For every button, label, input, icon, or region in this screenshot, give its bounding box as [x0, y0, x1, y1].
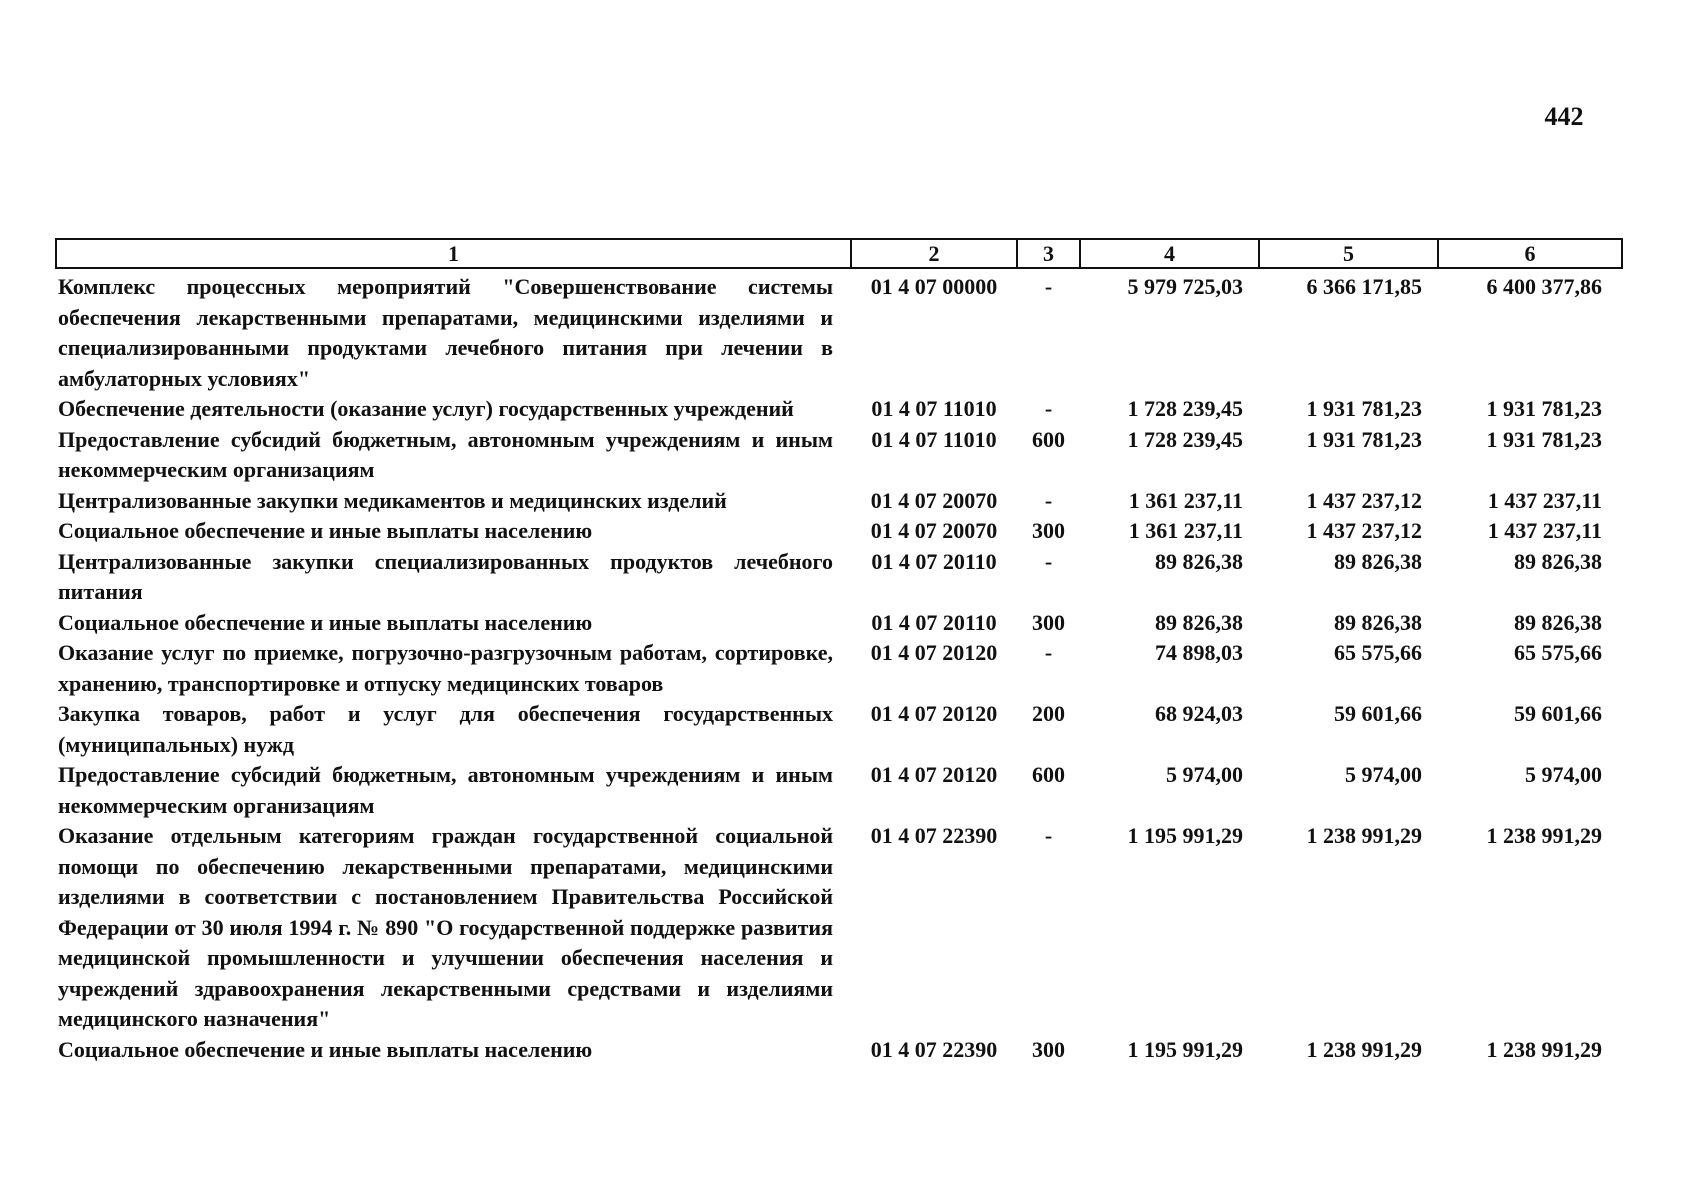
row-expense-type: 300: [1032, 1036, 1065, 1062]
row-expense-type: -: [1044, 640, 1053, 665]
row-value-col5: 1 931 781,23: [1306, 396, 1422, 421]
column-header-3: 3: [1017, 239, 1080, 268]
row-value-col4: 1 361 237,11: [1128, 487, 1243, 513]
row-code: 01 4 07 00000: [870, 274, 998, 299]
row-expense-type: -: [1044, 274, 1053, 299]
row-value-col5: 65 575,66: [1334, 640, 1422, 665]
row-value-col5: 1 437 237,12: [1306, 487, 1422, 513]
row-code: 01 4 07 11010: [871, 426, 997, 452]
row-code: 01 4 07 20070: [870, 518, 998, 543]
row-value-col6: 89 826,38: [1514, 609, 1602, 635]
row-value-col5: 1 931 781,23: [1306, 426, 1422, 452]
row-name: Социальное обеспечение и иные выплаты населению: [58, 1036, 593, 1062]
table-row: [56, 516, 1622, 547]
column-header-1: 1: [56, 239, 851, 268]
row-expense-type: 200: [1032, 701, 1065, 726]
row-value-col4: 5 974,00: [1166, 762, 1243, 787]
row-code: 01 4 07 20110: [871, 548, 997, 574]
row-value-col4: 74 898,03: [1155, 640, 1243, 665]
column-header-4: 4: [1080, 239, 1259, 268]
row-value-col6: 1 238 991,29: [1486, 1036, 1602, 1062]
row-expense-type: -: [1044, 548, 1053, 574]
row-name: Закупка товаров, работ и услуг для обеспечения государственных (муниципальных) нужд: [58, 701, 833, 757]
row-value-col5: 1 437 237,12: [1306, 518, 1422, 543]
row-code: 01 4 07 20120: [870, 701, 998, 726]
table-row: [56, 547, 1622, 608]
row-name: Оказание услуг по приемке, погрузочно-разгрузочным работам, сортировке, хранению, транспортировке и отпуску медицинских товаров: [58, 640, 833, 696]
table-row: [56, 760, 1622, 821]
row-value-col5: 89 826,38: [1334, 609, 1422, 635]
table-row: [56, 608, 1622, 639]
row-name: Оказание отдельным категориям граждан государственной социальной помощи по обеспечению лекарственными препаратами, медицинскими изделиями в соответствии с постановлением Правительства Российской Федерации от 30 июля 1994 г. № 890 "О государственной поддержке развития медицинской промышленности и улучшении обеспечения населения и учреждений здравоохранения лекарственными средствами и изделиями медицинского назначения": [58, 823, 833, 1031]
row-name: Комплекс процессных мероприятий "Совершенствование системы обеспечения лекарственными препаратами, медицинскими изделиями и специализированными продуктами лечебного питания при лечении в амбулаторных условиях": [58, 274, 833, 391]
row-value-col5: 6 366 171,85: [1306, 274, 1422, 299]
row-code: 01 4 07 20120: [870, 762, 998, 787]
row-value-col6: 1 931 781,23: [1486, 426, 1602, 452]
row-expense-type: 600: [1032, 762, 1065, 787]
row-value-col4: 1 728 239,45: [1127, 426, 1243, 452]
row-value-col4: 89 826,38: [1155, 548, 1243, 574]
table-row: [56, 699, 1622, 760]
row-value-col4: 5 979 725,03: [1127, 274, 1243, 299]
row-value-col6: 89 826,38: [1514, 548, 1602, 574]
table-row: [56, 821, 1622, 1035]
page-number: 442: [1544, 102, 1584, 131]
row-code: 01 4 07 20120: [870, 640, 998, 665]
row-value-col5: 1 238 991,29: [1306, 1036, 1422, 1062]
row-name: Предоставление субсидий бюджетным, автономным учреждениям и иным некоммерческим организациям: [58, 426, 833, 482]
row-code: 01 4 07 22390: [870, 823, 998, 848]
row-value-col6: 59 601,66: [1514, 701, 1602, 726]
row-expense-type: 300: [1032, 609, 1065, 635]
row-value-col4: 68 924,03: [1155, 701, 1243, 726]
column-header-2: 2: [851, 239, 1017, 268]
row-value-col5: 59 601,66: [1334, 701, 1422, 726]
row-expense-type: 600: [1032, 426, 1065, 452]
budget-table: [55, 238, 1623, 1065]
row-value-col6: 5 974,00: [1525, 762, 1602, 787]
row-value-col6: 1 238 991,29: [1486, 823, 1602, 848]
row-expense-type: -: [1044, 396, 1053, 421]
row-value-col4: 1 728 239,45: [1127, 396, 1243, 421]
row-name: Предоставление субсидий бюджетным, автономным учреждениям и иным некоммерческим организациям: [58, 762, 833, 818]
column-header-5: 5: [1259, 239, 1438, 268]
row-name: Обеспечение деятельности (оказание услуг) государственных учреждений: [58, 396, 794, 421]
row-name: Социальное обеспечение и иные выплаты населению: [58, 609, 593, 635]
table-header-row: [56, 239, 1622, 268]
table-row: [56, 638, 1622, 699]
row-value-col5: 1 238 991,29: [1306, 823, 1422, 848]
row-name: Централизованные закупки специализированных продуктов лечебного питания: [58, 548, 833, 604]
row-code: 01 4 07 22390: [870, 1036, 998, 1062]
row-expense-type: -: [1044, 823, 1053, 848]
column-header-6: 6: [1438, 239, 1622, 268]
row-value-col6: 1 437 237,11: [1487, 518, 1602, 543]
table-row: [56, 425, 1622, 486]
row-code: 01 4 07 20070: [870, 487, 998, 513]
table-row: [56, 1035, 1622, 1066]
row-value-col5: 89 826,38: [1334, 548, 1422, 574]
row-value-col4: 89 826,38: [1155, 609, 1243, 635]
table-row: [56, 486, 1622, 517]
table-row: [56, 268, 1622, 394]
row-value-col6: 6 400 377,86: [1486, 274, 1602, 299]
table-row: [56, 394, 1622, 425]
row-value-col4: 1 195 991,29: [1127, 823, 1243, 848]
row-expense-type: -: [1044, 487, 1053, 513]
row-name: Централизованные закупки медикаментов и медицинских изделий: [58, 487, 727, 513]
row-code: 01 4 07 11010: [871, 396, 997, 421]
row-name: Социальное обеспечение и иные выплаты населению: [58, 518, 593, 543]
row-value-col4: 1 361 237,11: [1128, 518, 1243, 543]
row-value-col6: 1 931 781,23: [1486, 396, 1602, 421]
row-value-col5: 5 974,00: [1345, 762, 1422, 787]
row-value-col6: 65 575,66: [1514, 640, 1602, 665]
row-value-col6: 1 437 237,11: [1487, 487, 1602, 513]
row-expense-type: 300: [1032, 518, 1065, 543]
row-value-col4: 1 195 991,29: [1127, 1036, 1243, 1062]
row-code: 01 4 07 20110: [871, 609, 997, 635]
